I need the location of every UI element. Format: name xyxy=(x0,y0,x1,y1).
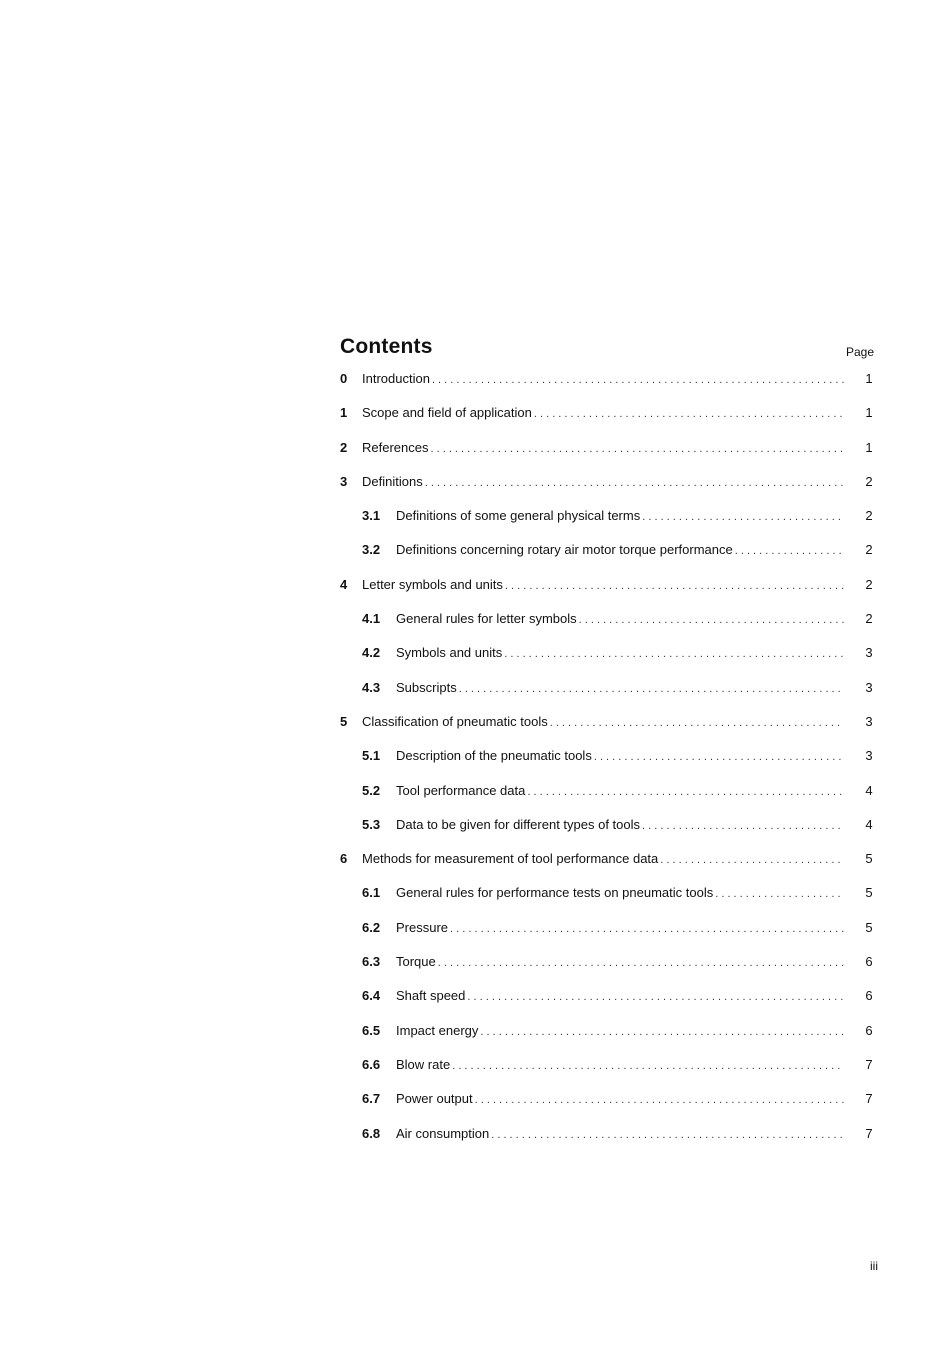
toc-entry-label: Introduction xyxy=(362,371,430,386)
toc-entry-number: 2 xyxy=(340,439,348,455)
toc-entry-page: 3 xyxy=(865,713,873,729)
dot-leader xyxy=(475,1094,844,1106)
toc-entry-label: Definitions of some general physical terms xyxy=(396,508,641,524)
toc-entry-label: References xyxy=(362,439,429,455)
toc-entry-label: Data to be given for different types of tools xyxy=(396,816,641,832)
dot-leader xyxy=(459,683,844,695)
dot-leader xyxy=(715,888,844,900)
toc-entry[interactable] xyxy=(340,611,880,645)
toc-entry-number: 6 xyxy=(340,851,348,867)
toc-entry-page: 7 xyxy=(865,1091,873,1107)
toc-entry-label: Letter symbols and units xyxy=(362,576,503,592)
toc-entry[interactable] xyxy=(340,885,880,919)
toc-entry[interactable] xyxy=(340,645,880,679)
toc-entry-page: 3 xyxy=(865,748,873,764)
toc-entry-page: 6 xyxy=(865,1022,873,1038)
dot-leader xyxy=(527,786,844,798)
toc-entry-page: 3 xyxy=(865,679,873,695)
page-column-heading: Page xyxy=(845,345,874,359)
toc-entry[interactable] xyxy=(340,817,880,851)
toc-entry-page: 5 xyxy=(865,851,873,867)
toc-entry-label: Tool performance data xyxy=(396,782,526,798)
table-of-contents xyxy=(340,335,880,1160)
toc-entry-page: 4 xyxy=(865,782,873,798)
toc-entry-number: 0 xyxy=(340,371,348,386)
toc-entry[interactable] xyxy=(340,714,880,748)
dot-leader xyxy=(480,1026,844,1038)
toc-entry-number: 4.1 xyxy=(362,611,381,627)
toc-entry[interactable] xyxy=(340,1126,880,1160)
dot-leader xyxy=(425,477,844,489)
toc-entry-page: 1 xyxy=(865,439,873,455)
toc-entry-number: 4.2 xyxy=(362,645,381,661)
toc-entry-label: Subscripts xyxy=(396,679,457,695)
toc-entry-label: General rules for performance tests on pneumatic tools xyxy=(396,885,714,901)
toc-entry-label: Torque xyxy=(396,954,436,970)
dot-leader xyxy=(491,1129,844,1141)
toc-entry-number: 6.7 xyxy=(362,1091,381,1107)
toc-entry-number: 5.3 xyxy=(362,816,381,832)
toc-entry[interactable] xyxy=(340,920,880,954)
toc-entry-page: 5 xyxy=(865,919,873,935)
dot-leader xyxy=(505,580,844,592)
toc-entry[interactable] xyxy=(340,1057,880,1091)
toc-entry-page: 2 xyxy=(865,473,873,489)
toc-entry-label: Description of the pneumatic tools xyxy=(396,748,592,764)
toc-header xyxy=(340,335,880,371)
dot-leader xyxy=(452,1060,844,1072)
toc-entry[interactable] xyxy=(340,542,880,576)
toc-entry-number: 3.2 xyxy=(362,542,381,558)
toc-entry[interactable] xyxy=(340,1023,880,1057)
toc-entry-label: Scope and field of application xyxy=(362,405,532,421)
toc-entry-label: Pressure xyxy=(396,919,449,935)
toc-entry-page: 6 xyxy=(865,988,873,1004)
toc-entry-number: 3 xyxy=(340,473,348,489)
toc-entry-page: 7 xyxy=(865,1125,873,1141)
toc-entry-number: 6.4 xyxy=(362,988,381,1004)
dot-leader xyxy=(660,854,844,866)
toc-entry-number: 4 xyxy=(340,576,348,592)
toc-entry-page: 7 xyxy=(865,1056,873,1072)
dot-leader xyxy=(430,443,844,455)
dot-leader xyxy=(467,991,844,1003)
toc-entry-number: 1 xyxy=(340,405,348,421)
toc-entry-page: 2 xyxy=(865,611,873,627)
toc-entry-page: 4 xyxy=(865,816,873,832)
dot-leader xyxy=(438,957,844,969)
toc-entry[interactable] xyxy=(340,440,880,474)
toc-entry-number: 6.2 xyxy=(362,919,381,935)
toc-entry-label: General rules for letter symbols xyxy=(396,611,577,627)
toc-entry[interactable] xyxy=(340,1091,880,1125)
toc-entry-page: 2 xyxy=(865,576,873,592)
toc-entry-label: Power output xyxy=(396,1091,473,1107)
toc-entry-number: 5.2 xyxy=(362,782,381,798)
toc-entry[interactable] xyxy=(340,474,880,508)
toc-entry-label: Air consumption xyxy=(396,1125,490,1141)
dot-leader xyxy=(594,751,844,763)
toc-entry-label: Shaft speed xyxy=(396,988,466,1004)
toc-entry[interactable] xyxy=(340,748,880,782)
dot-leader xyxy=(504,648,844,660)
toc-entry-number: 6.5 xyxy=(362,1022,381,1038)
dot-leader xyxy=(432,374,844,386)
toc-entry[interactable] xyxy=(340,371,880,405)
dot-leader xyxy=(579,614,844,626)
toc-entry-label: Classification of pneumatic tools xyxy=(362,713,548,729)
dot-leader xyxy=(534,408,844,420)
toc-entry[interactable] xyxy=(340,988,880,1022)
toc-entry-number: 6.3 xyxy=(362,954,381,970)
toc-entry[interactable] xyxy=(340,508,880,542)
toc-entry-page: 5 xyxy=(865,885,873,901)
toc-entry-page: 2 xyxy=(865,542,873,558)
toc-entry-number: 5.1 xyxy=(362,748,381,764)
toc-entry-label: Impact energy xyxy=(396,1022,479,1038)
toc-entry-label: Methods for measurement of tool performance data xyxy=(362,851,659,867)
dot-leader xyxy=(642,511,844,523)
toc-entry-number: 6.1 xyxy=(362,885,381,901)
toc-entry[interactable] xyxy=(340,577,880,611)
toc-entry-label: Symbols and units xyxy=(396,645,503,661)
toc-entry-label: Definitions concerning rotary air motor torque performance xyxy=(396,542,733,558)
page-title: Contents xyxy=(340,335,433,358)
toc-entry-number: 3.1 xyxy=(362,508,381,524)
dot-leader xyxy=(550,717,844,729)
toc-entry[interactable] xyxy=(340,851,880,885)
toc-entry-label: Definitions xyxy=(362,473,423,489)
toc-entry-page: 2 xyxy=(865,508,873,524)
toc-entry[interactable] xyxy=(340,680,880,714)
dot-leader xyxy=(450,923,844,935)
page-number: iii xyxy=(870,1259,878,1273)
toc-entry[interactable] xyxy=(340,954,880,988)
toc-entry-page: 3 xyxy=(865,645,873,661)
toc-entry-page: 6 xyxy=(865,954,873,970)
toc-entry[interactable] xyxy=(340,405,880,439)
toc-entry-number: 6.8 xyxy=(362,1125,381,1141)
toc-entry-label: Blow rate xyxy=(396,1056,451,1072)
toc-entry-page: 1 xyxy=(865,405,873,421)
dot-leader xyxy=(642,820,844,832)
toc-entry-page: 1 xyxy=(865,371,873,386)
toc-entry-number: 5 xyxy=(340,713,348,729)
toc-list xyxy=(340,371,880,1160)
dot-leader xyxy=(735,545,844,557)
toc-entry[interactable] xyxy=(340,783,880,817)
toc-entry-number: 6.6 xyxy=(362,1056,381,1072)
toc-entry-number: 4.3 xyxy=(362,679,381,695)
